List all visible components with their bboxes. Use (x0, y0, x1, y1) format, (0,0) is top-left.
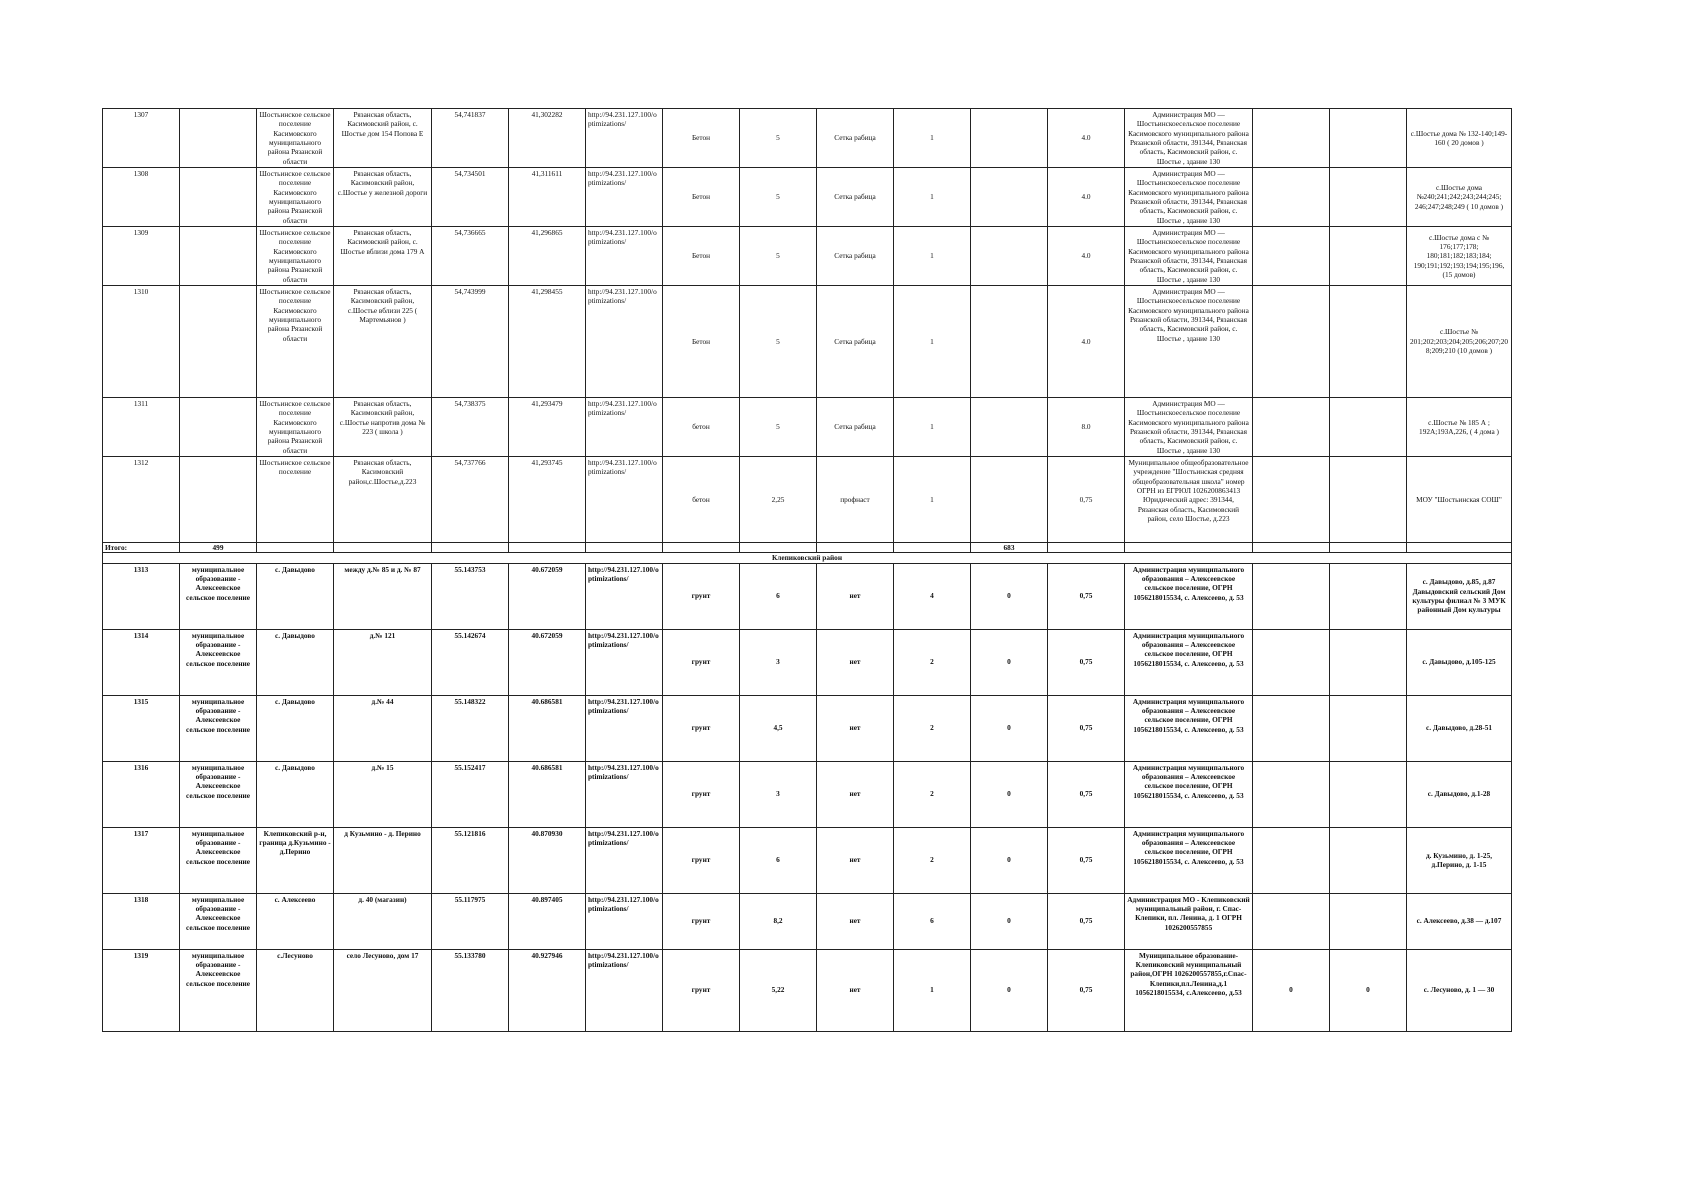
map-link[interactable]: http://94.231.127.100/optimizations/ (586, 761, 663, 827)
site-address: Рязанская область, Касимовский район, с.Шостье напротив дома № 223 ( школа ) (334, 397, 432, 456)
table-row (103, 167, 1512, 226)
container-count: 1 (894, 285, 971, 397)
extra-count-1: 0 (1253, 949, 1330, 1031)
waste-sources: с. Давыдово, д.105-125 (1407, 629, 1512, 695)
row-number: 1307 (103, 109, 180, 168)
table-row (103, 109, 1512, 168)
extra-count-2 (1330, 761, 1407, 827)
longitude: 40.686581 (509, 761, 586, 827)
site-area: 5 (740, 167, 817, 226)
table-row (103, 761, 1512, 827)
site-address: д.№ 121 (334, 629, 432, 695)
row-number: 1319 (103, 949, 180, 1031)
extra-count-2 (1330, 226, 1407, 285)
fence-type: Сетка рабица (817, 397, 894, 456)
owner-type (180, 285, 257, 397)
latitude: 55.117975 (432, 893, 509, 949)
fence-type: Сетка рабица (817, 285, 894, 397)
latitude: 54,738375 (432, 397, 509, 456)
surface-type: Бетон (663, 167, 740, 226)
fence-type: нет (817, 893, 894, 949)
surface-type: Бетон (663, 109, 740, 168)
extra-count-1 (1253, 456, 1330, 542)
longitude: 40.686581 (509, 695, 586, 761)
site-area: 6 (740, 563, 817, 629)
site-area: 5 (740, 397, 817, 456)
settlement-name: Шостьинское сельское поселение Касимовского муниципального района Рязанской области (257, 397, 334, 456)
container-count: 1 (894, 949, 971, 1031)
settlement-name: Клепиковский р-н, граница д.Кузьмино - д.Перино (257, 827, 334, 893)
surface-type: бетон (663, 456, 740, 542)
site-area: 3 (740, 629, 817, 695)
container-extra (971, 226, 1048, 285)
district-header-row (103, 553, 1512, 563)
container-count: 2 (894, 761, 971, 827)
surface-type: Бетон (663, 226, 740, 285)
site-owner: Администрация МО - Клепиковский муниципальный район, г. Спас-Клепики, пл. Ленина, д. 1 ОГРН 1026200557855 (1125, 893, 1253, 949)
site-area: 2,25 (740, 456, 817, 542)
longitude: 40.672059 (509, 563, 586, 629)
map-link[interactable]: http://94.231.127.100/optimizations/ (586, 893, 663, 949)
row-number: 1312 (103, 456, 180, 542)
settlement-name: Шостьинское сельское поселение (257, 456, 334, 542)
surface-type: Бетон (663, 285, 740, 397)
container-volume: 0,75 (1048, 629, 1125, 695)
row-number: 1314 (103, 629, 180, 695)
container-count: 1 (894, 456, 971, 542)
total-count: 499 (180, 542, 257, 552)
site-owner: Администрация МО — Шостьинскоесельское поселение Касимовского муниципального района Рязанской области, 391344, Рязанская область, Касимовский район, с. Шостье , здание 130 (1125, 226, 1253, 285)
longitude: 40.870930 (509, 827, 586, 893)
row-number: 1318 (103, 893, 180, 949)
container-count: 2 (894, 629, 971, 695)
row-number: 1317 (103, 827, 180, 893)
site-address: Рязанская область, Касимовский район, с.Шостье вблизи 225 ( Мартемьянов ) (334, 285, 432, 397)
table-row (103, 629, 1512, 695)
fence-type: нет (817, 827, 894, 893)
site-address: Рязанская область, Касимовский район, с. Шостье дом 154 Попова Е (334, 109, 432, 168)
extra-count-2: 0 (1330, 949, 1407, 1031)
container-extra: 0 (971, 695, 1048, 761)
extra-count-1 (1253, 893, 1330, 949)
site-owner: Муниципальное образование-Клепиковский муниципальный район,ОГРН 1026200557855,г.Спас-Клепики,пл.Ленина,д.1 1056218015534, с.Алексеево, д.53 (1125, 949, 1253, 1031)
owner-type: муниципальное образование - Алексеевское сельское поселение (180, 695, 257, 761)
extra-count-1 (1253, 761, 1330, 827)
site-area: 5 (740, 285, 817, 397)
waste-sources: с.Шостье дома №240;241;242;243;244;245; 246;247;248;249 ( 10 домов ) (1407, 167, 1512, 226)
table-row (103, 226, 1512, 285)
site-owner: Администрация МО — Шостьинскоесельское поселение Касимовского муниципального района Рязанской области, 391344, Рязанская область, Касимовский район, с. Шостье , здание 130 (1125, 285, 1253, 397)
container-volume: 0,75 (1048, 563, 1125, 629)
site-area: 5 (740, 109, 817, 168)
extra-count-2 (1330, 629, 1407, 695)
fence-type: Сетка рабица (817, 109, 894, 168)
site-address: село Лесуново, дом 17 (334, 949, 432, 1031)
waste-sources: с. Давыдово, д.85, д.87 Давыдовский сельский Дом культуры филиал № 3 МУК районный Дом культуры (1407, 563, 1512, 629)
extra-count-1 (1253, 397, 1330, 456)
site-owner: Администрация муниципального образования – Алексеевское сельское поселение, ОГРН 1056218015534, с. Алексеево, д. 53 (1125, 827, 1253, 893)
extra-count-2 (1330, 167, 1407, 226)
site-address: между д.№ 85 и д. № 87 (334, 563, 432, 629)
table-row (103, 949, 1512, 1031)
row-number: 1309 (103, 226, 180, 285)
fence-type: нет (817, 563, 894, 629)
site-owner: Муниципальное общеобразовательное учреждение "Шостьинская средняя общеобразовательная школа" номер ОГРН из ЕГРЮЛ 1026200863413 Юридический адрес: 391344, Рязанская область, Касимовский район, село Шостье, д.223 (1125, 456, 1253, 542)
district-name: Клепиковский район (103, 553, 1512, 563)
owner-type: муниципальное образование - Алексеевское сельское поселение (180, 893, 257, 949)
owner-type: муниципальное образование - Алексеевское сельское поселение (180, 563, 257, 629)
waste-sources: с. Алексеево, д.38 — д.107 (1407, 893, 1512, 949)
container-count: 1 (894, 226, 971, 285)
extra-count-1 (1253, 167, 1330, 226)
row-number: 1315 (103, 695, 180, 761)
map-link[interactable]: http://94.231.127.100/optimizations/ (586, 167, 663, 226)
container-volume: 4.0 (1048, 285, 1125, 397)
longitude: 41,293479 (509, 397, 586, 456)
extra-count-1 (1253, 109, 1330, 168)
fence-type: нет (817, 761, 894, 827)
site-owner: Администрация муниципального образования – Алексеевское сельское поселение, ОГРН 1056218015534, с. Алексеево, д. 53 (1125, 629, 1253, 695)
extra-count-2 (1330, 893, 1407, 949)
site-area: 5,22 (740, 949, 817, 1031)
total-containers: 683 (971, 542, 1048, 552)
total-label: Итого: (103, 542, 180, 552)
waste-sources: д. Кузьмино, д. 1-25, д.Перино, д. 1-15 (1407, 827, 1512, 893)
row-number: 1311 (103, 397, 180, 456)
surface-type: грунт (663, 563, 740, 629)
container-extra (971, 456, 1048, 542)
settlement-name: с. Давыдово (257, 695, 334, 761)
waste-sources: с.Шостье № 201;202;203;204;205;206;207;208;209;210 (10 домов ) (1407, 285, 1512, 397)
extra-count-2 (1330, 456, 1407, 542)
container-count: 4 (894, 563, 971, 629)
klepiki-rows (103, 563, 1512, 1031)
waste-sources: с.Шостье дома с № 176;177;178; 180;181;182;183;184; 190;191;192;193;194;195;196, (15 домов) (1407, 226, 1512, 285)
container-extra: 0 (971, 893, 1048, 949)
site-area: 3 (740, 761, 817, 827)
owner-type: муниципальное образование - Алексеевское сельское поселение (180, 949, 257, 1031)
site-owner: Администрация муниципального образования – Алексеевское сельское поселение, ОГРН 1056218015534, с. Алексеево, д. 53 (1125, 761, 1253, 827)
site-owner: Администрация МО — Шостьинскоесельское поселение Касимовского муниципального района Рязанской области, 391344, Рязанская область, Касимовский район, с. Шостье , здание 130 (1125, 397, 1253, 456)
settlement-name: с.Лесуново (257, 949, 334, 1031)
owner-type: муниципальное образование - Алексеевское сельское поселение (180, 761, 257, 827)
container-extra: 0 (971, 629, 1048, 695)
waste-sources: с. Давыдово, д.28-51 (1407, 695, 1512, 761)
fence-type: профнаст (817, 456, 894, 542)
container-volume: 4.0 (1048, 167, 1125, 226)
owner-type: муниципальное образование - Алексеевское сельское поселение (180, 827, 257, 893)
extra-count-2 (1330, 285, 1407, 397)
waste-sites-table (102, 108, 1512, 1032)
latitude: 54,734501 (432, 167, 509, 226)
site-owner: Администрация муниципального образования – Алексеевское сельское поселение, ОГРН 1056218015534, с. Алексеево, д. 53 (1125, 563, 1253, 629)
waste-sources: с. Давыдово, д.1-28 (1407, 761, 1512, 827)
owner-type: муниципальное образование - Алексеевское сельское поселение (180, 629, 257, 695)
table-row (103, 285, 1512, 397)
container-extra: 0 (971, 761, 1048, 827)
container-count: 1 (894, 109, 971, 168)
latitude: 55.133780 (432, 949, 509, 1031)
extra-count-1 (1253, 629, 1330, 695)
container-count: 1 (894, 167, 971, 226)
site-owner: Администрация муниципального образования – Алексеевское сельское поселение, ОГРН 1056218015534, с. Алексеево, д. 53 (1125, 695, 1253, 761)
container-volume: 0,75 (1048, 949, 1125, 1031)
table-row (103, 827, 1512, 893)
container-volume: 0,75 (1048, 893, 1125, 949)
waste-sources: с.Шостье дома № 132-140;149-160 ( 20 домов ) (1407, 109, 1512, 168)
container-extra: 0 (971, 949, 1048, 1031)
fence-type: нет (817, 629, 894, 695)
owner-type (180, 397, 257, 456)
table-row (103, 563, 1512, 629)
row-number: 1313 (103, 563, 180, 629)
longitude: 41,302282 (509, 109, 586, 168)
extra-count-2 (1330, 397, 1407, 456)
owner-type (180, 167, 257, 226)
site-address: д.№ 44 (334, 695, 432, 761)
fence-type: нет (817, 695, 894, 761)
owner-type (180, 109, 257, 168)
waste-sources: с.Шостье № 185 А ; 192А;193А,226, ( 4 дома ) (1407, 397, 1512, 456)
longitude: 41,311611 (509, 167, 586, 226)
container-count: 6 (894, 893, 971, 949)
latitude: 55.121816 (432, 827, 509, 893)
container-count: 2 (894, 695, 971, 761)
container-volume: 4.0 (1048, 109, 1125, 168)
map-link[interactable]: http://94.231.127.100/optimizations/ (586, 949, 663, 1031)
extra-count-1 (1253, 695, 1330, 761)
table-row (103, 397, 1512, 456)
extra-count-2 (1330, 109, 1407, 168)
container-extra: 0 (971, 563, 1048, 629)
settlement-name: Шостьинское сельское поселение Касимовского муниципального района Рязанской области (257, 226, 334, 285)
kasimov-rows (103, 109, 1512, 543)
surface-type: грунт (663, 827, 740, 893)
table-row (103, 893, 1512, 949)
container-volume: 0,75 (1048, 695, 1125, 761)
site-area: 5 (740, 226, 817, 285)
latitude: 55.152417 (432, 761, 509, 827)
container-count: 2 (894, 827, 971, 893)
surface-type: грунт (663, 761, 740, 827)
site-address: Рязанская область, Касимовский район,с.Шостье,д.223 (334, 456, 432, 542)
settlement-name: Шостьинское сельское поселение Касимовского муниципального района Рязанской области (257, 109, 334, 168)
longitude: 40.672059 (509, 629, 586, 695)
container-extra (971, 167, 1048, 226)
latitude: 54,743999 (432, 285, 509, 397)
extra-count-1 (1253, 285, 1330, 397)
container-volume: 8.0 (1048, 397, 1125, 456)
site-owner: Администрация МО — Шостьинскоесельское поселение Касимовского муниципального района Рязанской области, 391344, Рязанская область, Касимовский район, с. Шостье , здание 130 (1125, 109, 1253, 168)
site-owner: Администрация МО — Шостьинскоесельское поселение Касимовского муниципального района Рязанской области, 391344, Рязанская область, Касимовский район, с. Шостье , здание 130 (1125, 167, 1253, 226)
surface-type: грунт (663, 695, 740, 761)
map-link[interactable]: http://94.231.127.100/optimizations/ (586, 456, 663, 542)
longitude: 40.897405 (509, 893, 586, 949)
row-number: 1316 (103, 761, 180, 827)
map-link[interactable]: http://94.231.127.100/optimizations/ (586, 285, 663, 397)
longitude: 40.927946 (509, 949, 586, 1031)
table-row (103, 456, 1512, 542)
site-area: 6 (740, 827, 817, 893)
settlement-name: Шостьинское сельское поселение Касимовского муниципального района Рязанской области (257, 167, 334, 226)
waste-sources: МОУ "Шостьинская СОШ" (1407, 456, 1512, 542)
container-volume: 0,75 (1048, 761, 1125, 827)
container-extra (971, 285, 1048, 397)
site-area: 4,5 (740, 695, 817, 761)
container-volume: 0,75 (1048, 456, 1125, 542)
fence-type: Сетка рабица (817, 167, 894, 226)
container-count: 1 (894, 397, 971, 456)
latitude: 54,741837 (432, 109, 509, 168)
container-volume: 0,75 (1048, 827, 1125, 893)
table-row (103, 695, 1512, 761)
fence-type: нет (817, 949, 894, 1031)
container-extra (971, 397, 1048, 456)
extra-count-2 (1330, 563, 1407, 629)
row-number: 1310 (103, 285, 180, 397)
extra-count-1 (1253, 827, 1330, 893)
map-link[interactable]: http://94.231.127.100/optimizations/ (586, 827, 663, 893)
site-address: д Кузьмино - д. Перино (334, 827, 432, 893)
settlement-name: с. Алексеево (257, 893, 334, 949)
latitude: 54,737766 (432, 456, 509, 542)
extra-count-1 (1253, 563, 1330, 629)
map-link[interactable]: http://94.231.127.100/optimizations/ (586, 226, 663, 285)
site-area: 8,2 (740, 893, 817, 949)
longitude: 41,296865 (509, 226, 586, 285)
site-address: д. 40 (магазин) (334, 893, 432, 949)
container-extra: 0 (971, 827, 1048, 893)
fence-type: Сетка рабица (817, 226, 894, 285)
surface-type: грунт (663, 893, 740, 949)
site-address: Рязанская область, Касимовский район, с. Шостье вблизи дома 179 А (334, 226, 432, 285)
latitude: 55.142674 (432, 629, 509, 695)
container-volume: 4.0 (1048, 226, 1125, 285)
site-address: д.№ 15 (334, 761, 432, 827)
longitude: 41,298455 (509, 285, 586, 397)
surface-type: грунт (663, 629, 740, 695)
map-link[interactable]: http://94.231.127.100/optimizations/ (586, 629, 663, 695)
site-address: Рязанская область, Касимовский район, с.Шостье у железной дороги (334, 167, 432, 226)
map-link[interactable]: http://94.231.127.100/optimizations/ (586, 109, 663, 168)
total-row (103, 542, 1512, 552)
extra-count-2 (1330, 695, 1407, 761)
owner-type (180, 456, 257, 542)
map-link[interactable]: http://94.231.127.100/optimizations/ (586, 397, 663, 456)
waste-sources: с. Лесуново, д. 1 — 30 (1407, 949, 1512, 1031)
container-extra (971, 109, 1048, 168)
latitude: 55.143753 (432, 563, 509, 629)
settlement-name: с. Давыдово (257, 629, 334, 695)
extra-count-2 (1330, 827, 1407, 893)
surface-type: грунт (663, 949, 740, 1031)
settlement-name: с. Давыдово (257, 761, 334, 827)
map-link[interactable]: http://94.231.127.100/optimizations/ (586, 695, 663, 761)
map-link[interactable]: http://94.231.127.100/optimizations/ (586, 563, 663, 629)
row-number: 1308 (103, 167, 180, 226)
extra-count-1 (1253, 226, 1330, 285)
total-section (103, 542, 1512, 563)
settlement-name: Шостьинское сельское поселение Касимовского муниципального района Рязанской области (257, 285, 334, 397)
latitude: 54,736665 (432, 226, 509, 285)
surface-type: бетон (663, 397, 740, 456)
owner-type (180, 226, 257, 285)
longitude: 41,293745 (509, 456, 586, 542)
settlement-name: с. Давыдово (257, 563, 334, 629)
latitude: 55.148322 (432, 695, 509, 761)
